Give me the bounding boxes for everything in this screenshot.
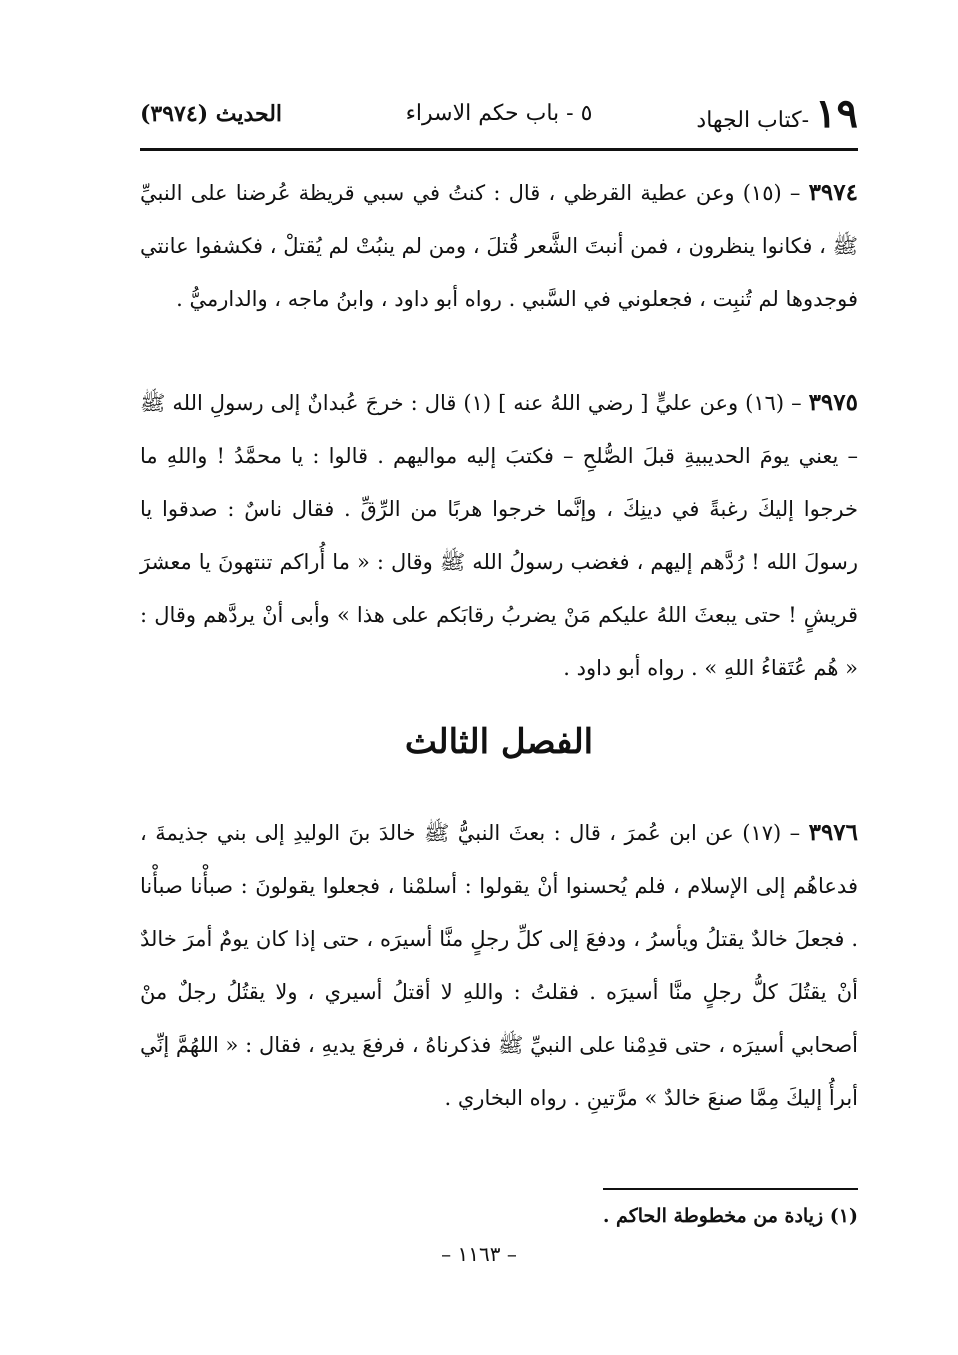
section-title: الفصل الثالث xyxy=(404,722,594,762)
running-header xyxy=(140,92,858,152)
header-divider xyxy=(140,148,858,151)
hadith-paragraph xyxy=(140,806,858,1125)
page-number: – ١١٦٣ – xyxy=(441,1242,517,1266)
chapter-title: -كتاب الجهاد xyxy=(696,108,810,133)
hadith-text: – (١٦) وعن عليٍّ [ رضي اللهُ عنه ] (١) قال : خرجَ عُبدانٌ إلى رسولِ الله ﷺ – يعني يومَ الحديبيةِ قبلَ الصُّلحِ – فكتبَ إليه مواليهم . قالوا : يا محمَّدُ ! واللهِ ما خرجوا إليكَ رغبةً في دينِكَ ، وإنَّما خرجوا هربًا من الرِّقِّ . فقال ناسٌ : صدقوا يا رسولَ الله ! رُدَّهم إليهم ، فغضب رسولُ الله ﷺ وقال : « ما أُراكم تنتهونَ يا معشرَ قريشٍ ! حتى يبعثَ اللهُ عليكم مَنْ يضربُ رقابَكم على هذا » وأبى أنْ يردَّهم وقال : « هُم عُتَقاءُ اللهِ » . رواه أبو داود . xyxy=(140,391,858,680)
hadith-paragraph xyxy=(140,166,858,326)
chapter-number: ١٩ xyxy=(815,90,858,137)
hadith-number: ٣٩٧٦ xyxy=(808,819,859,846)
hadith-text: – (١٧) عن ابن عُمرَ ، قال : بعثَ النبيُّ ﷺ خالدَ بنَ الوليدِ إلى بني جذيمةَ ، فدعاهُم إلى الإسلام ، فلم يُحسنوا أنْ يقولوا : أسلمْنا ، فجعلوا يقولونَ : صبأْنا صبأْنا . فجعلَ خالدٌ يقتلُ ويأسرُ ، ودفعَ إلى كلِّ رجلٍ منَّا أسيرَه ، حتى إذا كان يومٌ أمرَ خالدٌ أنْ يقتُلَ كلُّ رجلٍ منَّا أسيرَه . فقلتُ : واللهِ لا أقتلُ أسيري ، ولا يقتُلُ رجلٌ منْ أصحابي أسيرَه ، حتى قدِمْنا على النبيِّ ﷺ فذكرناهُ ، فرفعَ يديهِ ، فقال : « اللهُمَّ إنِّي أبرأُ إليكَ مِمَّا صنعَ خالدٌ » مرَّتينِ . رواه البخاري . xyxy=(140,821,858,1110)
hadith-number: ٣٩٧٥ xyxy=(808,389,858,416)
hadith-3975 xyxy=(140,376,858,695)
hadith-3974 xyxy=(140,166,858,326)
hadith-number: ٣٩٧٤ xyxy=(808,179,858,206)
section-heading: ٥ - باب حكم الاسراء xyxy=(405,101,593,126)
hadith-reference: الحديث (٣٩٧٤) xyxy=(140,101,283,127)
footnote-divider xyxy=(603,1188,858,1190)
hadith-paragraph xyxy=(140,376,858,695)
hadith-text: – (١٥) وعن عطية القرظي ، قال : كنتُ في سبي قريظة عُرضنا على النبيِّ ﷺ ، فكانوا ينظرون ، فمن أنبتَ الشَّعر قُتلَ ، ومن لم ينبُتْ لم يُقتلْ ، فكشفوا عانتي فوجدوها لم تُنبِت ، فجعلوني في السَّبي . رواه أبو داود ، وابنُ ماجه ، والدارميُّ . xyxy=(140,181,858,311)
footnote: (١) زيادة من مخطوطة الحاكم . xyxy=(602,1205,858,1227)
hadith-3976 xyxy=(140,806,858,1125)
